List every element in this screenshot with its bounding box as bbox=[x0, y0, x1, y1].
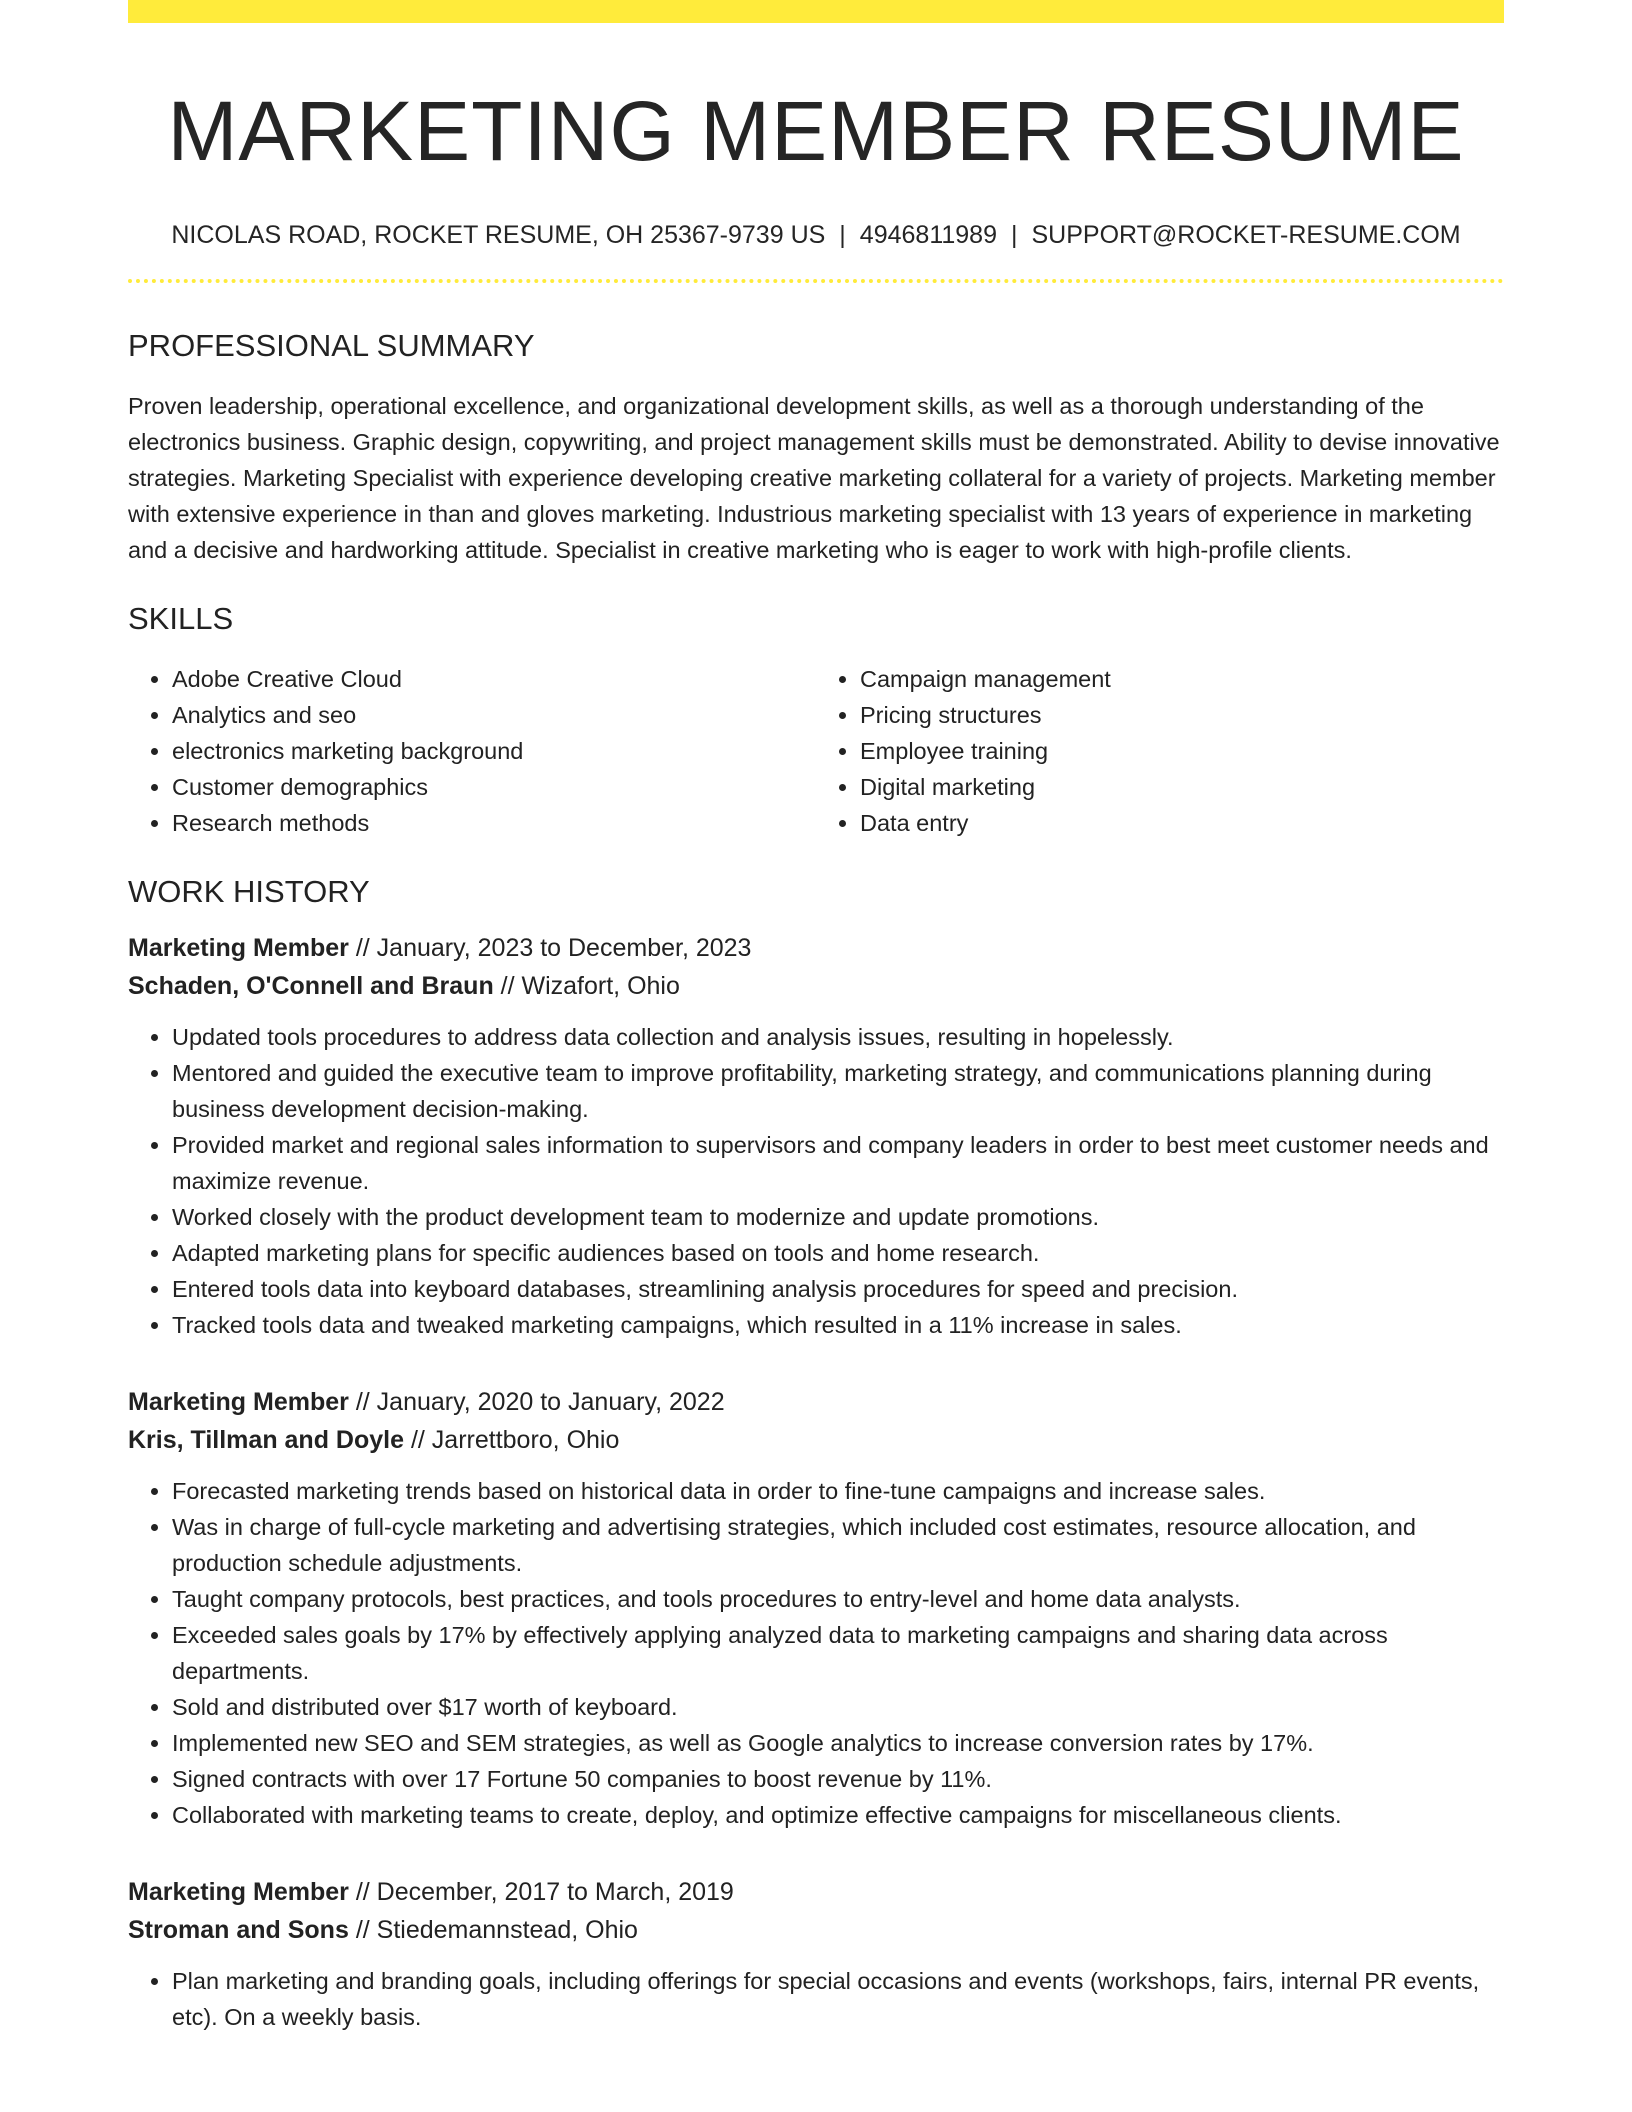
skill-item: • Campaign management bbox=[860, 661, 1504, 697]
job-company-line bbox=[128, 1911, 1504, 1949]
contact-line bbox=[128, 221, 1504, 250]
skill-item: • Pricing structures bbox=[860, 697, 1504, 733]
contact-address: NICOLAS ROAD, ROCKET RESUME, OH 25367-9739 US bbox=[171, 221, 826, 250]
skills-heading: SKILLS bbox=[128, 601, 234, 637]
job-company: Stroman and Sons bbox=[128, 1915, 349, 1944]
work-heading: WORK HISTORY bbox=[128, 873, 370, 909]
skill-item: • Employee training bbox=[860, 733, 1504, 769]
job-dates: // January, 2023 to December, 2023 bbox=[348, 933, 752, 962]
job-bullet: • Adapted marketing plans for specific audiences based on tools and home research. bbox=[172, 1235, 1504, 1271]
skill-item: • Research methods bbox=[172, 805, 816, 841]
job-bullet: • Forecasted marketing trends based on historical data in order to fine-tune campaigns and increase sales. bbox=[172, 1473, 1504, 1509]
job-company-line bbox=[128, 967, 1504, 1005]
job-bullet: • Updated tools procedures to address data collection and analysis issues, resulting in hopelessly. bbox=[172, 1019, 1504, 1055]
skill-item: • Adobe Creative Cloud bbox=[172, 661, 816, 697]
job-title: Marketing Member bbox=[128, 933, 349, 962]
summary-heading: PROFESSIONAL SUMMARY bbox=[128, 328, 535, 364]
job-bullet: • Was in charge of full-cycle marketing and advertising strategies, which included cost estimates, resource allocation, and production schedule adjustments. bbox=[172, 1509, 1504, 1581]
job-dates: // December, 2017 to March, 2019 bbox=[348, 1877, 734, 1906]
job-entry bbox=[128, 929, 1504, 1343]
job-bullet: • Sold and distributed over $17 worth of keyboard. bbox=[172, 1689, 1504, 1725]
job-company: Schaden, O'Connell and Braun bbox=[128, 971, 494, 1000]
contact-phone: 4946811989 bbox=[859, 221, 997, 250]
accent-top-bar bbox=[128, 0, 1504, 23]
summary-text: Proven leadership, operational excellence, and organizational development skills, as well as a thorough understanding of the electronics business. Graphic design, copywriting, and project management skills must be demonstrated. Ability to devise innovative strategies. Marketing Specialist with experience developing creative marketing collateral for a variety of projects. Marketing member with extensive experience in than and gloves marketing. Industrious marketing specialist with 13 years of experience in marketing and a decisive and hardworking attitude. Specialist in creative marketing who is eager to work with high-profile clients. bbox=[128, 393, 1500, 564]
job-bullet: • Collaborated with marketing teams to create, deploy, and optimize effective campaigns for miscellaneous clients. bbox=[172, 1797, 1504, 1833]
job-bullets bbox=[128, 1019, 1504, 1343]
skill-item: • electronics marketing background bbox=[172, 733, 816, 769]
job-title-line bbox=[128, 929, 1504, 967]
job-bullet: • Exceeded sales goals by 17% by effectively applying analyzed data to marketing campaigns and sharing data across departments. bbox=[172, 1617, 1504, 1689]
skills-right-list bbox=[816, 661, 1504, 841]
job-location: // Jarrettboro, Ohio bbox=[404, 1425, 620, 1454]
job-bullet: • Provided market and regional sales information to supervisors and company leaders in order to best meet customer needs and maximize revenue. bbox=[172, 1127, 1504, 1199]
job-bullet: • Mentored and guided the executive team to improve profitability, marketing strategy, and communications planning during business development decision-making. bbox=[172, 1055, 1504, 1127]
job-company-line bbox=[128, 1421, 1504, 1459]
skill-item: • Data entry bbox=[860, 805, 1504, 841]
job-entry bbox=[128, 1873, 1504, 2035]
skills-left-list bbox=[128, 661, 816, 841]
job-title-line bbox=[128, 1873, 1504, 1911]
job-title-line bbox=[128, 1383, 1504, 1421]
job-dates: // January, 2020 to January, 2022 bbox=[348, 1387, 725, 1416]
job-bullet: • Implemented new SEO and SEM strategies, as well as Google analytics to increase conversion rates by 17%. bbox=[172, 1725, 1504, 1761]
job-title: Marketing Member bbox=[128, 1387, 349, 1416]
job-location: // Wizafort, Ohio bbox=[493, 971, 680, 1000]
job-bullet: • Plan marketing and branding goals, including offerings for special occasions and events (workshops, fairs, internal PR events, etc). On a weekly basis. bbox=[172, 1963, 1504, 2035]
resume-page bbox=[128, 0, 1504, 2035]
job-entry bbox=[128, 1383, 1504, 1833]
job-title: Marketing Member bbox=[128, 1877, 349, 1906]
resume-title: MARKETING MEMBER RESUME bbox=[167, 84, 1465, 178]
job-bullet: • Signed contracts with over 17 Fortune 50 companies to boost revenue by 11%. bbox=[172, 1761, 1504, 1797]
contact-separator: | bbox=[1010, 221, 1018, 250]
job-bullet: • Entered tools data into keyboard databases, streamlining analysis procedures for speed and precision. bbox=[172, 1271, 1504, 1307]
job-bullet: • Worked closely with the product development team to modernize and update promotions. bbox=[172, 1199, 1504, 1235]
job-bullet: • Tracked tools data and tweaked marketing campaigns, which resulted in a 11% increase in sales. bbox=[172, 1307, 1504, 1343]
skill-item: • Digital marketing bbox=[860, 769, 1504, 805]
job-company: Kris, Tillman and Doyle bbox=[128, 1425, 405, 1454]
skill-item: • Analytics and seo bbox=[172, 697, 816, 733]
skill-item: • Customer demographics bbox=[172, 769, 816, 805]
skills-columns bbox=[128, 661, 1504, 841]
job-location: // Stiedemannstead, Ohio bbox=[348, 1915, 638, 1944]
job-bullet: • Taught company protocols, best practices, and tools procedures to entry-level and home data analysts. bbox=[172, 1581, 1504, 1617]
job-bullets bbox=[128, 1473, 1504, 1833]
contact-separator: | bbox=[839, 221, 846, 250]
dotted-divider bbox=[128, 279, 1504, 283]
contact-email: SUPPORT@ROCKET-RESUME.COM bbox=[1031, 221, 1461, 250]
job-bullets bbox=[128, 1963, 1504, 2035]
